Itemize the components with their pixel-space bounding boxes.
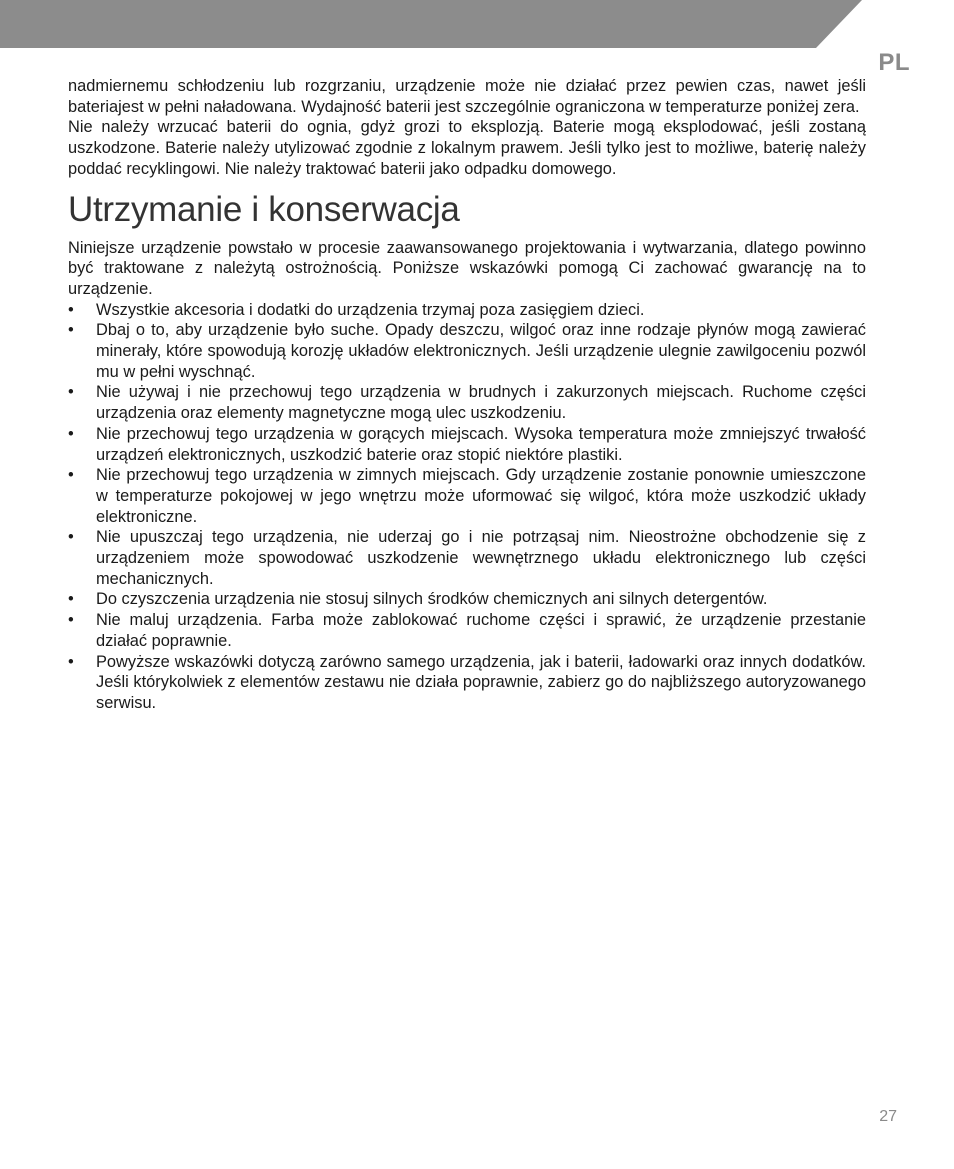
list-item (68, 300, 866, 321)
section-title: Utrzymanie i konserwacja (68, 189, 460, 229)
bullet-icon: • (68, 590, 74, 609)
bullet-icon: • (68, 321, 74, 340)
list-item-text: Do czyszczenia urządzenia nie stosuj silnych środków chemicznych ani silnych detergentów. (96, 590, 768, 609)
list-item (68, 382, 866, 423)
section-intro: Niniejsze urządzenie powstało w procesie zaawansowanego projektowania i wytwarzania, dlatego powinno być traktowane z należytą ostrożnością. Poniższe wskazówki pomogą Ci zachować gwarancję na to urządzenie. (68, 238, 866, 298)
list-item-text: Nie przechowuj tego urządzenia w zimnych miejscach. Gdy urządzenie zostanie ponownie umieszczone w temperaturze pokojowej w jego wnętrzu może uformować się wilgoć, która może uszkodzić układy elektroniczne. (96, 466, 866, 526)
bullet-icon: • (68, 611, 74, 630)
header-band (0, 0, 954, 48)
list-item (68, 610, 866, 651)
list-item-text: Wszystkie akcesoria i dodatki do urządzenia trzymaj poza zasięgiem dzieci. (96, 300, 645, 319)
list-item-text: Nie maluj urządzenia. Farba może zablokować ruchome części i sprawić, że urządzenie przestanie działać poprawnie. (96, 611, 866, 650)
bullet-icon: • (68, 466, 74, 485)
header-band-shape (0, 0, 862, 48)
page-number: 27 (879, 1108, 897, 1125)
bullet-icon: • (68, 300, 74, 319)
page-content (68, 76, 866, 714)
list-item-text: Nie używaj i nie przechowuj tego urządzenia w brudnych i zakurzonych miejscach. Ruchome części urządzenia oraz elementy magnetyczne mogą ulec uszkodzeniu. (96, 383, 866, 423)
intro-paragraph-2: Nie należy wrzucać baterii do ognia, gdyż grozi to eksplozją. Baterie mogą eksplodować, jeśli zostaną uszkodzone. Baterie należy utylizować zgodnie z lokalnym prawem. Jeśli tylko jest to możliwe, baterię należy poddać recyklingowi. Nie należy traktować baterii jako odpadku domowego. (68, 118, 866, 178)
list-item-text: Dbaj o to, aby urządzenie było suche. Opady deszczu, wilgoć oraz inne rodzaje płynów mogą zawierać minerały, które spowodują korozję układów elektronicznych. Jeśli urządzenie ulegnie zawilgoceniu pozwól mu w pełni wyschnąć. (96, 321, 866, 381)
bullet-icon: • (68, 652, 74, 671)
list-item (68, 424, 866, 465)
list-item (68, 589, 866, 610)
list-item (68, 465, 866, 527)
list-item-text: Nie upuszczaj tego urządzenia, nie uderzaj go i nie potrząsaj nim. Nieostrożne obchodzenie się z urządzeniem może spowodować uszkodzenie wewnętrznego układu elektronicznego lub części mechanicznych. (96, 528, 866, 588)
bullet-icon: • (68, 424, 74, 443)
intro-paragraph-1: nadmiernemu schłodzeniu lub rozgrzaniu, urządzenie może nie działać przez pewien czas, nawet jeśli bateriajest w pełni naładowana. Wydajność baterii jest szczególnie ograniczona w temperaturze poniżej zera. (68, 77, 866, 116)
bullet-icon: • (68, 528, 74, 547)
list-item (68, 652, 866, 714)
list-item (68, 527, 866, 589)
language-tag: PL (878, 49, 910, 76)
bullet-icon: • (68, 383, 74, 402)
list-item (68, 320, 866, 382)
maintenance-tips-list (68, 300, 866, 714)
list-item-text: Powyższe wskazówki dotyczą zarówno samego urządzenia, jak i baterii, ładowarki oraz innych dodatków. Jeśli którykolwiek z elementów zestawu nie działa poprawnie, zabierz go do najbliższego autoryzowanego serwisu. (96, 652, 866, 712)
list-item-text: Nie przechowuj tego urządzenia w gorących miejscach. Wysoka temperatura może zmniejszyć trwałość urządzeń elektronicznych, uszkodzić baterie oraz stopić niektóre plastiki. (96, 424, 866, 464)
